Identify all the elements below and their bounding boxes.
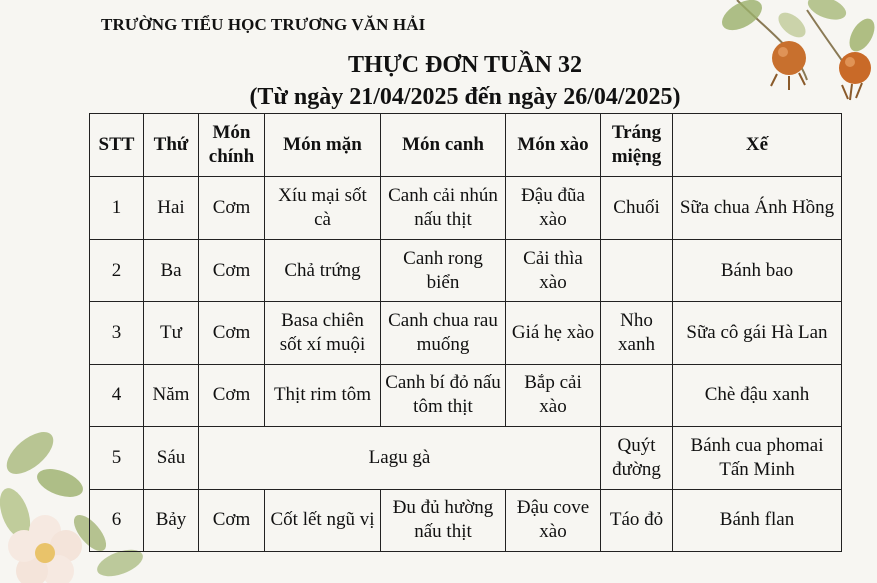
cell-trang-mieng: Quýt đường [601,427,673,489]
header-mon-canh: Món canh [381,114,506,177]
cell-xe: Bánh flan [673,489,842,551]
cell-mon-man: Thịt rim tôm [265,364,381,426]
cell-stt: 6 [90,489,144,551]
table-row [90,239,842,301]
cell-stt: 4 [90,364,144,426]
header-stt: STT [90,114,144,177]
cell-mon-chinh: Cơm [199,364,265,426]
cell-thu: Bảy [144,489,199,551]
cell-stt: 1 [90,177,144,239]
school-name: TRƯỜNG TIỂU HỌC TRƯƠNG VĂN HẢI [101,15,426,34]
header-thu: Thứ [144,114,199,177]
table-row [90,427,842,489]
cell-thu: Hai [144,177,199,239]
cell-mon-man: Chả trứng [265,239,381,301]
cell-mon-chinh: Cơm [199,302,265,364]
cell-stt: 2 [90,239,144,301]
page-title: THỰC ĐƠN TUẦN 32 [347,52,582,78]
cell-trang-mieng: Nho xanh [601,302,673,364]
header-mon-chinh: Món chính [199,114,265,177]
table-row [90,364,842,426]
date-range: (Từ ngày 21/04/2025 đến ngày 26/04/2025) [249,84,681,110]
cell-merged-meal: Lagu gà [199,427,601,489]
cell-xe: Bánh bao [673,239,842,301]
table-row [90,302,842,364]
header-trang-mieng: Tráng miệng [601,114,673,177]
cell-thu: Ba [144,239,199,301]
cell-trang-mieng: Chuối [601,177,673,239]
cell-mon-xao: Đậu đũa xào [506,177,601,239]
cell-stt: 3 [90,302,144,364]
cell-mon-canh: Canh chua rau muống [381,302,506,364]
header-mon-xao: Món xào [506,114,601,177]
table-row [90,177,842,239]
cell-mon-chinh: Cơm [199,177,265,239]
cell-thu: Năm [144,364,199,426]
cell-xe: Bánh cua phomai Tấn Minh [673,427,842,489]
cell-xe: Chè đậu xanh [673,364,842,426]
cell-xe: Sữa cô gái Hà Lan [673,302,842,364]
header-xe: Xế [673,114,842,177]
cell-mon-xao: Cải thìa xào [506,239,601,301]
cell-mon-canh: Canh bí đỏ nấu tôm thịt [381,364,506,426]
cell-stt: 5 [90,427,144,489]
cell-mon-canh: Canh cải nhún nấu thịt [381,177,506,239]
cell-mon-chinh: Cơm [199,239,265,301]
cell-mon-man: Basa chiên sốt xí muội [265,302,381,364]
cell-mon-xao: Bắp cải xào [506,364,601,426]
cell-trang-mieng [601,364,673,426]
cell-mon-man: Xíu mại sốt cà [265,177,381,239]
cell-mon-canh: Canh rong biển [381,239,506,301]
cell-mon-xao: Giá hẹ xào [506,302,601,364]
cell-mon-chinh: Cơm [199,489,265,551]
table-header-row [90,114,842,177]
cell-xe: Sữa chua Ánh Hồng [673,177,842,239]
cell-trang-mieng: Táo đỏ [601,489,673,551]
cell-mon-xao: Đậu cove xào [506,489,601,551]
cell-mon-man: Cốt lết ngũ vị [265,489,381,551]
cell-thu: Sáu [144,427,199,489]
header-mon-man: Món mặn [265,114,381,177]
weekly-menu-table [89,113,842,552]
table-row [90,489,842,551]
cell-trang-mieng [601,239,673,301]
cell-mon-canh: Đu đủ hường nấu thịt [381,489,506,551]
cell-thu: Tư [144,302,199,364]
